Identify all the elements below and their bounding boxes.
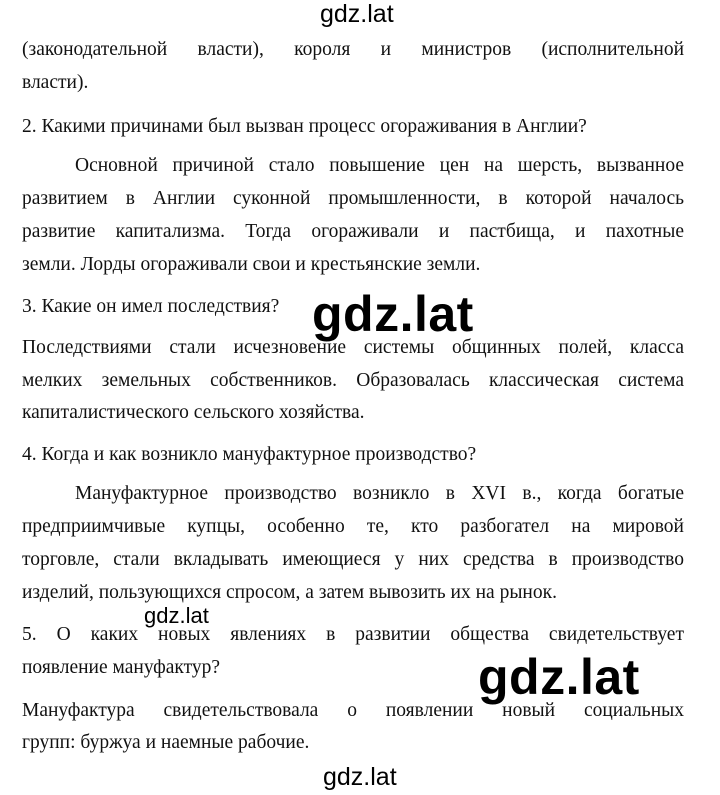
question-5-line: 5. О каких новых явлениях в развитии общества свидетельствует [22,624,684,645]
question-5-line: появление мануфактур? [22,657,221,678]
watermark-top: gdz.lat [320,0,394,28]
answer-2-line: развитие капитализма. Тогда огораживали и пастбища, и пахотные [22,221,684,242]
watermark-large: gdz.lat [478,649,640,705]
answer-4-line: Мануфактурное производство возникло в XVI в., когда богатые [75,483,684,504]
answer-2-line: земли. Лорды огораживали свои и крестьянские земли. [22,254,481,275]
answer-3-line: Последствиями стали исчезновение системы общинных полей, класса [22,337,684,358]
watermark-large: gdz.lat [312,286,474,342]
answer-3-line: мелких земельных собственников. Образовалась классическая система [22,370,684,391]
text-line: власти). [22,72,89,93]
text-line: (законодательной власти), короля и министров (исполнительной [22,39,684,60]
answer-4-line: изделий, пользующихся спросом, а затем вывозить их на рынок. [22,582,557,603]
answer-2-line: Основной причиной стало повышение цен на шерсть, вызванное [75,155,684,176]
question-3: 3. Какие он имел последствия? [22,296,280,317]
question-4: 4. Когда и как возникло мануфактурное производство? [22,444,477,465]
answer-4-line: предприимчивые купцы, особенно те, кто разбогател на мировой [22,516,684,537]
answer-3-line: капиталистического сельского хозяйства. [22,402,365,423]
watermark-bottom: gdz.lat [323,763,397,791]
watermark-small: gdz.lat [144,603,209,628]
answer-5-line: Мануфактура свидетельствовала о появлении новый социальных [22,700,684,721]
answer-2-line: развитием в Англии суконной промышленности, в которой началось [22,188,684,209]
answer-4-line: торговле, стали вкладывать имеющиеся у них средства в производство [22,549,684,570]
question-2: 2. Какими причинами был вызван процесс огораживания в Англии? [22,116,587,137]
answer-5-line: групп: буржуа и наемные рабочие. [22,732,310,753]
